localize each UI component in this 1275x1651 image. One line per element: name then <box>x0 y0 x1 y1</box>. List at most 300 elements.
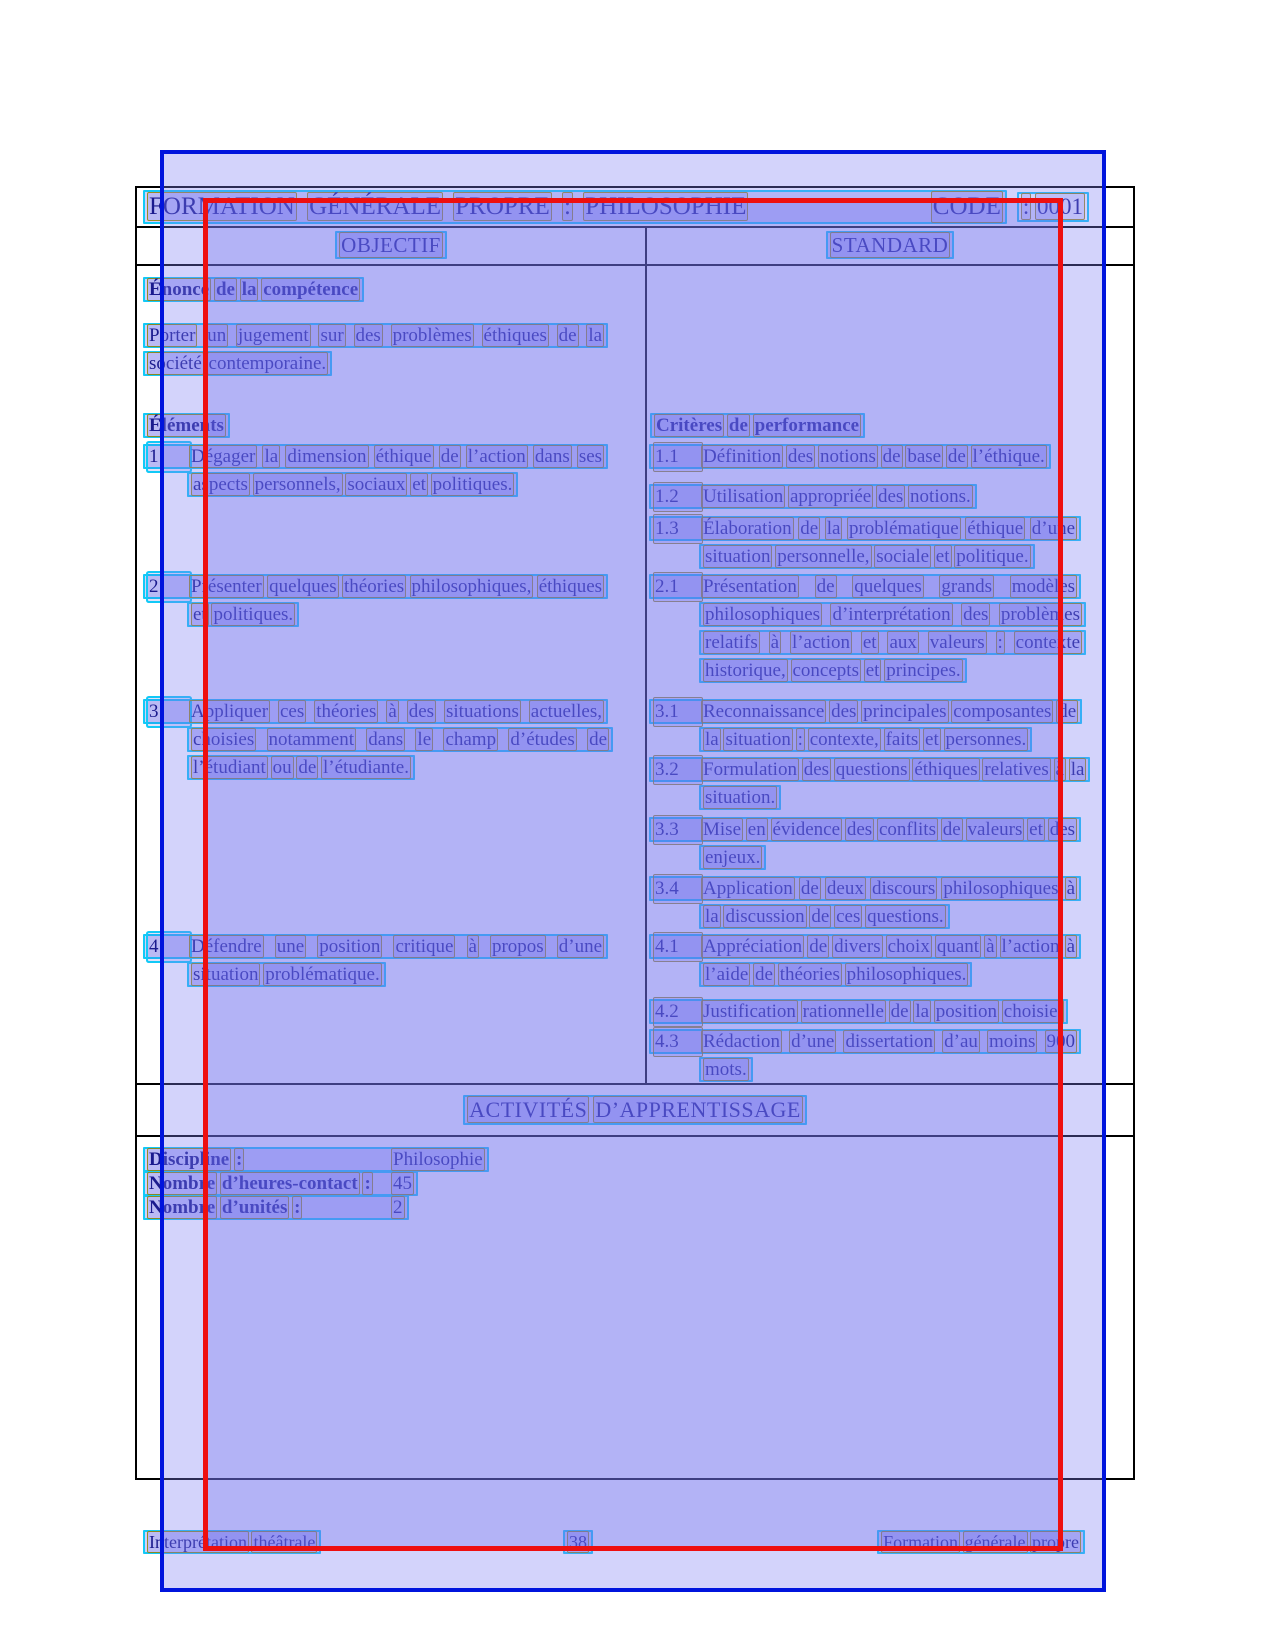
enonce-paragraph <box>143 322 613 378</box>
word-highlight-box: la <box>915 1001 930 1022</box>
word-highlight-box: dissertation <box>845 1031 934 1052</box>
word-highlight-box: notions. <box>910 486 971 507</box>
word-highlight-box: de <box>1058 701 1077 722</box>
word-highlight-box: personnels, <box>254 474 341 495</box>
word-highlight-box: relatives <box>984 759 1049 780</box>
word-highlight-box: moins <box>988 1031 1036 1052</box>
word-highlight-box: Reconnaissance <box>703 701 825 722</box>
word-highlight-box: 38 <box>569 1532 587 1552</box>
word-highlight-box: de <box>298 757 317 778</box>
word-highlight-box: l’action <box>791 632 850 653</box>
critere-number: 1.2 <box>654 483 702 511</box>
word-highlight-box: Rédaction <box>703 1031 781 1052</box>
word-highlight-box: aspects <box>193 474 248 495</box>
word-highlight-box: à <box>986 936 995 957</box>
word-highlight-box: Présenter <box>191 576 262 597</box>
critere-item-3-3 <box>649 816 1086 872</box>
word-highlight-box: la <box>264 446 279 467</box>
word-highlight-box: : <box>294 1197 301 1218</box>
word-highlight-box: l’aide <box>705 964 749 985</box>
field-line <box>143 1171 418 1196</box>
field-heures-contact <box>143 1171 418 1197</box>
word-highlight-box: Défendre <box>191 936 262 957</box>
word-highlight-box: une <box>276 936 305 957</box>
word-highlight-box: société <box>149 353 202 374</box>
critere-number: 3.1 <box>654 698 702 726</box>
word-highlight-box: à <box>1066 936 1076 957</box>
word-highlight-box: à <box>1055 759 1064 780</box>
word-highlight-box: FORMATION <box>149 193 295 220</box>
word-highlight-box: et <box>865 660 880 681</box>
word-highlight-box: 45 <box>393 1173 412 1194</box>
word-highlight-box: Élaboration <box>703 518 792 539</box>
word-highlight-box: Justification <box>703 1001 796 1022</box>
main-content-row <box>137 266 1133 1085</box>
word-highlight-box: modèles <box>1011 576 1076 597</box>
activites-heading <box>463 1095 807 1125</box>
criteres-heading-text <box>650 413 865 438</box>
word-highlight-box: d’heures-contact <box>221 1173 358 1194</box>
word-highlight-box: des <box>803 759 830 780</box>
element-number: 2 <box>148 573 190 601</box>
word-highlight-box: l’étudiant <box>193 757 266 778</box>
word-highlight-box: ou <box>272 757 292 778</box>
word-highlight-box: personnes. <box>945 729 1027 750</box>
word-highlight-box: d’au <box>944 1031 978 1052</box>
word-highlight-box: de <box>947 446 966 467</box>
field-line <box>143 1195 409 1220</box>
element-text <box>190 701 608 778</box>
word-highlight-box: questions. <box>867 906 944 927</box>
critere-text <box>702 1031 1076 1080</box>
word-highlight-box: 2 <box>393 1197 403 1218</box>
field-label <box>148 1171 392 1197</box>
word-highlight-box: dans <box>368 729 404 750</box>
critere-item-3-1 <box>649 698 1086 754</box>
criteres-heading <box>650 412 865 440</box>
word-highlight-box: base <box>907 446 942 467</box>
critere-item-1-3 <box>649 515 1086 571</box>
word-highlight-box: discours <box>871 878 936 899</box>
word-highlight-box: rationnelle <box>802 1001 884 1022</box>
word-highlight-box: position <box>319 936 381 957</box>
word-highlight-box: 0001 <box>1037 194 1083 219</box>
word-highlight-box: la <box>705 729 719 750</box>
word-highlight-box: politiques. <box>213 604 294 625</box>
word-highlight-box: discussion <box>725 906 805 927</box>
word-highlight-box: philosophiques. <box>846 964 967 985</box>
critere-item-4-2 <box>649 998 1086 1026</box>
critere-text <box>702 486 972 507</box>
critere-text <box>702 759 1085 808</box>
element-line <box>143 934 608 987</box>
word-highlight-box: éthiques <box>538 576 603 597</box>
word-highlight-box: Formulation <box>703 759 797 780</box>
element-item-3 <box>143 698 613 782</box>
word-highlight-box: la <box>1070 759 1085 780</box>
critere-line <box>649 444 1051 469</box>
word-highlight-box: des <box>787 446 814 467</box>
objectif-column-header <box>137 228 645 262</box>
word-highlight-box: et <box>412 474 426 495</box>
standard-header-cell <box>645 228 1133 264</box>
critere-line <box>649 817 1081 870</box>
word-highlight-box: Présentation <box>703 576 797 597</box>
word-highlight-box: de <box>816 576 835 597</box>
objectif-header-cell <box>137 228 645 264</box>
word-highlight-box: à <box>468 936 477 957</box>
critere-line <box>649 934 1081 987</box>
word-highlight-box: Dégager <box>191 446 256 467</box>
word-highlight-box: Appréciation <box>703 936 803 957</box>
word-highlight-box: personnelle, <box>777 546 870 567</box>
word-highlight-box: aux <box>889 632 917 653</box>
critere-number: 1.1 <box>654 443 702 471</box>
column-header-row <box>137 228 1133 266</box>
word-highlight-box: compétence <box>263 279 359 300</box>
word-highlight-box: 900 <box>1046 1031 1076 1052</box>
word-highlight-box: conflits <box>878 819 936 840</box>
word-highlight-box: de <box>589 729 607 750</box>
critere-line <box>649 876 1081 929</box>
word-highlight-box: OBJECTIF <box>341 233 441 257</box>
word-highlight-box: : <box>997 632 1003 653</box>
critere-text <box>702 518 1076 567</box>
word-highlight-box: sociale <box>876 546 930 567</box>
word-highlight-box: faits <box>885 729 919 750</box>
elements-heading <box>143 412 230 440</box>
footer-left <box>143 1530 321 1554</box>
word-highlight-box: propre <box>1032 1532 1079 1552</box>
word-highlight-box: l’étudiante. <box>323 757 409 778</box>
critere-number: 4.3 <box>654 1028 702 1056</box>
word-highlight-box: dans <box>534 446 570 467</box>
word-highlight-box: : <box>235 1149 243 1170</box>
word-highlight-box: des <box>963 604 989 625</box>
word-highlight-box: notamment <box>268 729 354 750</box>
word-highlight-box: de <box>811 906 830 927</box>
word-highlight-box: actuelles, <box>530 701 603 722</box>
critere-line <box>649 516 1081 569</box>
element-item-4 <box>143 933 613 989</box>
field-value <box>392 1149 484 1170</box>
word-highlight-box: principes. <box>886 660 961 681</box>
word-highlight-box: Nombre <box>149 1197 216 1218</box>
critere-number: 3.2 <box>654 756 702 784</box>
critere-line <box>649 757 1090 810</box>
word-highlight-box: : <box>797 729 803 750</box>
critere-line <box>649 484 977 509</box>
word-highlight-box: problématique <box>848 518 959 539</box>
table-title-row <box>137 188 1133 228</box>
word-highlight-box: PROPRE <box>455 193 550 220</box>
word-highlight-box: philosophiques, <box>411 576 532 597</box>
word-highlight-box: de <box>558 325 577 346</box>
word-highlight-box: Éléments <box>149 415 224 436</box>
word-highlight-box: enjeux. <box>705 847 761 868</box>
objectif-header-text <box>335 231 447 259</box>
word-highlight-box: sociaux <box>347 474 406 495</box>
word-highlight-box: choisie. <box>1003 1001 1063 1022</box>
word-highlight-box: principales <box>863 701 947 722</box>
word-highlight-box: sur <box>320 325 344 346</box>
word-highlight-box: la <box>826 518 841 539</box>
word-highlight-box: choix <box>887 936 930 957</box>
critere-text <box>702 936 1076 985</box>
word-highlight-box: de <box>800 878 819 899</box>
word-highlight-box: ces <box>836 906 861 927</box>
elements-heading-text <box>143 413 230 438</box>
word-highlight-box: Discipline <box>149 1149 230 1170</box>
word-highlight-box: un <box>207 325 227 346</box>
word-highlight-box: l’éthique. <box>972 446 1045 467</box>
word-highlight-box: jugement <box>238 325 309 346</box>
word-highlight-box: d’interprétation <box>832 604 951 625</box>
document-title-line <box>143 190 1007 224</box>
word-highlight-box: Mise <box>703 819 741 840</box>
word-highlight-box: de <box>809 936 828 957</box>
element-line <box>143 444 608 497</box>
word-highlight-box: la <box>241 279 257 300</box>
word-highlight-box: théories <box>779 964 840 985</box>
word-highlight-box: d’une <box>1031 518 1076 539</box>
field-label <box>148 1147 392 1173</box>
word-highlight-box: situation <box>193 964 259 985</box>
footer-right-text <box>877 1530 1085 1554</box>
word-highlight-box: contexte <box>1015 632 1081 653</box>
word-highlight-box: de <box>215 279 235 300</box>
element-number: 4 <box>148 933 190 961</box>
word-highlight-box: et <box>862 632 877 653</box>
word-highlight-box: deux <box>826 878 864 899</box>
word-highlight-box: situations <box>446 701 519 722</box>
word-highlight-box: grands <box>941 576 993 597</box>
word-highlight-box: et <box>925 729 939 750</box>
element-line <box>143 574 608 627</box>
word-highlight-box: ses <box>578 446 603 467</box>
critere-number: 3.3 <box>654 816 702 844</box>
word-highlight-box: des <box>831 701 857 722</box>
word-highlight-box: à <box>1066 878 1076 899</box>
critere-item-4-1 <box>649 933 1086 989</box>
word-highlight-box: Critères <box>656 415 723 436</box>
word-highlight-box: à <box>388 701 397 722</box>
standard-header-text <box>826 231 955 259</box>
word-highlight-box: questions <box>835 759 908 780</box>
word-highlight-box: des <box>355 325 381 346</box>
word-highlight-box: théories <box>344 576 405 597</box>
code-value <box>1017 192 1089 222</box>
word-highlight-box: générale <box>964 1532 1026 1552</box>
word-highlight-box: l’action <box>1001 936 1060 957</box>
word-highlight-box: et <box>935 546 950 567</box>
critere-text <box>702 446 1046 467</box>
critere-line <box>649 574 1086 683</box>
standard-column-header <box>647 228 1133 262</box>
element-text <box>190 576 603 625</box>
word-highlight-box: de <box>800 518 819 539</box>
critere-number: 4.2 <box>654 998 702 1026</box>
competency-table <box>135 186 1135 1480</box>
word-highlight-box: Appliquer <box>191 701 269 722</box>
word-highlight-box: PHILOSOPHIE <box>585 193 747 220</box>
word-highlight-box: concepts <box>792 660 859 681</box>
standard-column <box>645 266 1133 1083</box>
word-highlight-box: la <box>705 906 719 927</box>
word-highlight-box: évidence <box>772 819 841 840</box>
element-text <box>190 446 603 495</box>
word-highlight-box: des <box>408 701 435 722</box>
word-highlight-box: STANDARD <box>831 233 949 257</box>
element-text <box>190 936 603 985</box>
word-highlight-box: historique, <box>705 660 786 681</box>
word-highlight-box: politique. <box>956 546 1029 567</box>
word-highlight-box: des <box>1049 819 1076 840</box>
word-highlight-box: performance <box>754 415 860 436</box>
field-value <box>392 1197 404 1218</box>
element-number: 3 <box>148 698 190 726</box>
word-highlight-box: critique <box>395 936 454 957</box>
word-highlight-box: champ <box>445 729 497 750</box>
critere-number: 4.1 <box>654 933 702 961</box>
footer-left-text <box>143 1530 321 1554</box>
document-title <box>148 193 747 220</box>
word-highlight-box: composantes <box>953 701 1052 722</box>
word-highlight-box: problèmes <box>392 325 472 346</box>
word-highlight-box: Interprétation <box>149 1532 247 1552</box>
footer-page-number-text <box>563 1530 593 1554</box>
objectif-column <box>137 266 645 1083</box>
element-item-2 <box>143 573 613 629</box>
word-highlight-box: position <box>935 1001 998 1022</box>
critere-number: 3.4 <box>654 875 702 903</box>
critere-text <box>702 819 1076 868</box>
word-highlight-box: situation <box>725 729 791 750</box>
code-label: CODE <box>932 193 1001 220</box>
word-highlight-box: situation. <box>705 787 776 808</box>
word-highlight-box: Utilisation <box>703 486 784 507</box>
word-highlight-box: éthiques <box>914 759 978 780</box>
word-highlight-box: théories <box>316 701 377 722</box>
word-highlight-box: et <box>1029 819 1043 840</box>
critere-line <box>649 1029 1081 1082</box>
word-highlight-box: de <box>942 819 961 840</box>
word-highlight-box: éthique <box>375 446 432 467</box>
element-item-1 <box>143 443 613 499</box>
word-highlight-box: mots. <box>705 1059 747 1080</box>
word-highlight-box: : <box>1022 194 1030 219</box>
word-highlight-box: Définition <box>703 446 782 467</box>
word-highlight-box: à <box>770 632 780 653</box>
word-highlight-box: éthiques <box>483 325 547 346</box>
word-highlight-box: ces <box>280 701 305 722</box>
word-highlight-box: éthique <box>967 518 1024 539</box>
critere-number: 1.3 <box>654 515 702 543</box>
critere-item-3-4 <box>649 875 1086 931</box>
word-highlight-box: d’une <box>791 1031 835 1052</box>
critere-text <box>702 701 1077 750</box>
enonce-heading <box>143 276 364 304</box>
field-line <box>143 1147 489 1172</box>
word-highlight-box: : <box>364 1173 371 1194</box>
word-highlight-box: philosophiques <box>705 604 821 625</box>
word-highlight-box: notions <box>819 446 876 467</box>
word-highlight-box: quant <box>936 936 980 957</box>
word-highlight-box: et <box>193 604 207 625</box>
word-highlight-box: politiques. <box>432 474 513 495</box>
word-highlight-box: de <box>728 415 748 436</box>
word-highlight-box: des <box>877 486 904 507</box>
word-highlight-box: problématique. <box>265 964 380 985</box>
footer-right <box>877 1530 1085 1554</box>
word-highlight-box: Philosophie <box>393 1149 483 1170</box>
word-highlight-box: valeurs <box>929 632 985 653</box>
field-unites <box>143 1195 409 1221</box>
word-highlight-box: philosophiques <box>943 878 1059 899</box>
critere-number: 2.1 <box>654 573 702 601</box>
word-highlight-box: d’unités <box>221 1197 288 1218</box>
word-highlight-box: Énoncé <box>149 279 210 300</box>
word-highlight-box: le <box>417 729 432 750</box>
critere-line <box>649 699 1082 752</box>
word-highlight-box: la <box>588 325 603 346</box>
word-highlight-box: situation <box>705 546 771 567</box>
field-label <box>148 1195 392 1221</box>
word-highlight-box: D’APPRENTISSAGE <box>595 1097 801 1122</box>
field-discipline <box>143 1147 489 1173</box>
field-value <box>392 1173 413 1194</box>
critere-text <box>702 576 1081 681</box>
word-highlight-box: divers <box>834 936 881 957</box>
critere-item-1-2 <box>649 483 1086 511</box>
critere-item-3-2 <box>649 756 1086 812</box>
word-highlight-box: de <box>440 446 459 467</box>
word-highlight-box: relatifs <box>705 632 758 653</box>
word-highlight-box: ACTIVITÉS <box>469 1097 588 1122</box>
word-highlight-box: dimension <box>287 446 367 467</box>
critere-text <box>702 878 1076 927</box>
word-highlight-box: de <box>882 446 901 467</box>
word-highlight-box: propos <box>491 936 544 957</box>
word-highlight-box: de <box>890 1001 909 1022</box>
word-highlight-box: Nombre <box>149 1173 216 1194</box>
word-highlight-box: quelques <box>854 576 922 597</box>
word-highlight-box: d’études <box>510 729 575 750</box>
element-line <box>143 699 613 780</box>
word-highlight-box: Application <box>703 878 793 899</box>
word-highlight-box: d’une <box>558 936 603 957</box>
word-highlight-box: des <box>846 819 873 840</box>
word-highlight-box: en <box>747 819 766 840</box>
footer-page-number <box>563 1530 593 1554</box>
word-highlight-box: : <box>564 193 571 220</box>
activites-heading-row <box>137 1085 1133 1137</box>
word-highlight-box: GÉNÉRALE <box>309 193 442 220</box>
critere-item-1-1 <box>649 443 1086 471</box>
enonce-paragraph-text <box>143 323 608 376</box>
word-highlight-box: contexte, <box>809 729 879 750</box>
critere-text <box>702 1001 1063 1022</box>
activites-details-row <box>137 1137 1133 1478</box>
critere-line <box>649 999 1068 1024</box>
word-highlight-box: l’action <box>467 446 526 467</box>
word-highlight-box: choisies <box>193 729 255 750</box>
word-highlight-box: problèmes <box>1000 604 1080 625</box>
word-highlight-box: théâtrale <box>253 1532 316 1552</box>
word-highlight-box: Formation <box>883 1532 959 1552</box>
word-highlight-box: quelques <box>269 576 337 597</box>
word-highlight-box: valeurs <box>967 819 1023 840</box>
